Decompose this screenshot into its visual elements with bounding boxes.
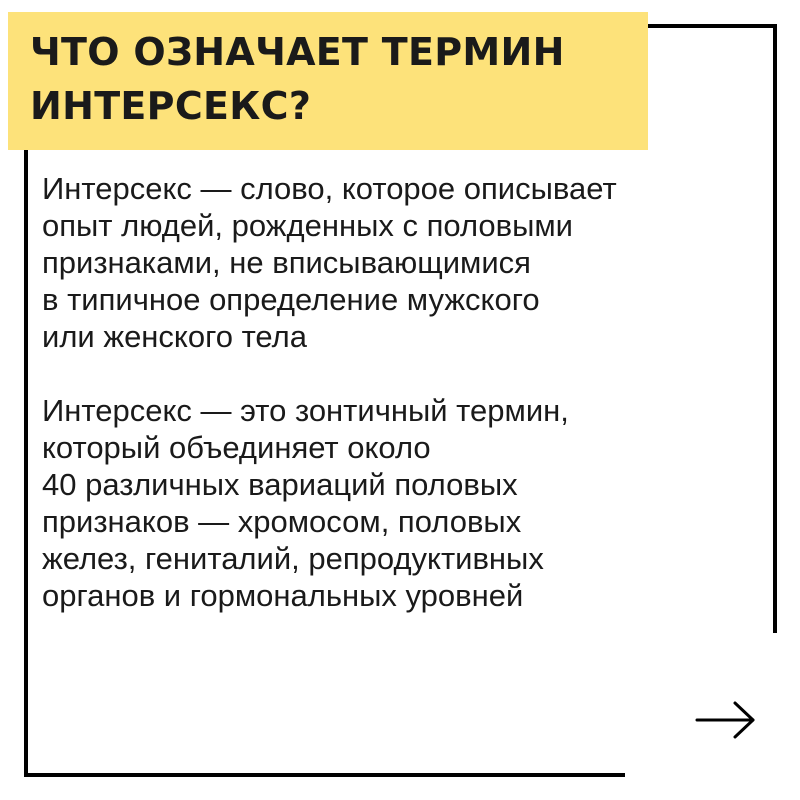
definition-paragraph: Интерсекс — слово, которое описывает опыт людей, рожденных с половыми признаками, не вписывающимися в типичное определение мужского или женского тела [42, 171, 617, 354]
slide-body [42, 170, 762, 614]
arrow-right-icon[interactable] [695, 695, 759, 745]
frame-border-top [626, 24, 777, 28]
frame-border-left [24, 148, 28, 777]
umbrella-term-paragraph: Интерсекс — это зонтичный термин, который объединяет около 40 различных вариаций половых признаков — хромосом, половых желез, гениталий, репродуктивных органов и гормональных уровней [42, 393, 569, 613]
frame-border-right [773, 24, 777, 633]
slide-title: ЧТО ОЗНАЧАЕТ ТЕРМИН ИНТЕРСЕКС? [30, 30, 565, 128]
title-banner [8, 12, 648, 150]
frame-border-bottom [24, 773, 625, 777]
